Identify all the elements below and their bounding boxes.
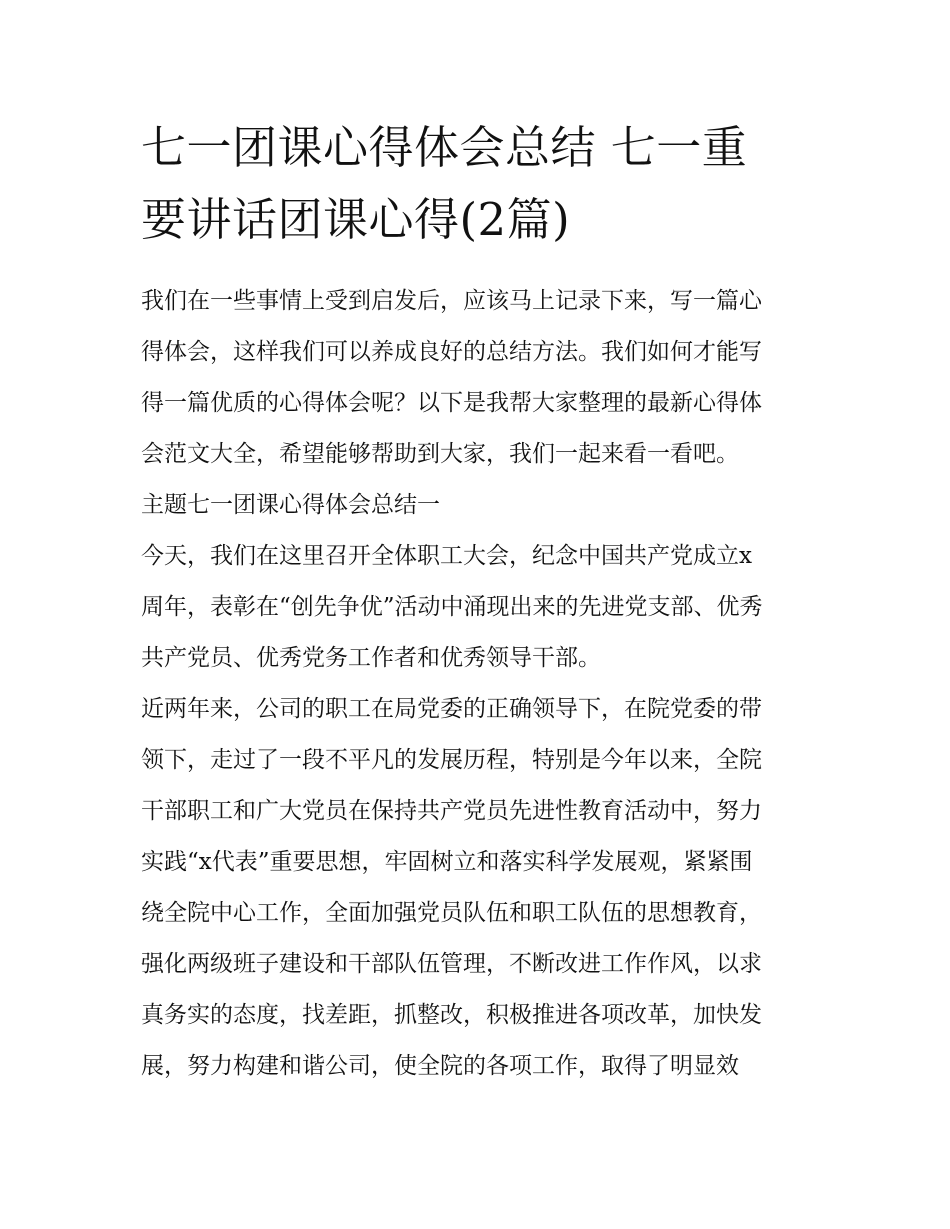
text-line: 实践“x代表”重要思想，牢固树立和落实科学发展观，紧紧围 <box>141 849 753 875</box>
text-line: 领下，走过了一段不平凡的发展历程，特别是今年以来，全院 <box>141 747 762 773</box>
document-title <box>141 112 813 256</box>
document-body <box>141 112 813 1092</box>
title-line: 要讲话团课心得(2篇) <box>141 193 571 246</box>
text-line: 干部职工和广大党员在保持共产党员先进性教育活动中，努力 <box>141 798 762 824</box>
text-line: 真务实的态度，找差距，抓整改，积极推进各项改革，加快发 <box>141 1002 762 1028</box>
text-line: 周年，表彰在“创先争优”活动中涌现出来的先进党支部、优秀 <box>141 594 763 620</box>
body-paragraph-1 <box>141 531 813 684</box>
text-line: 展，努力构建和谐公司，使全院的各项工作，取得了明显效 <box>141 1053 739 1079</box>
text-line: 共产党员、优秀党务工作者和优秀领导干部。 <box>141 645 601 671</box>
text-line: 近两年来，公司的职工在局党委的正确领导下，在院党委的带 <box>141 696 762 722</box>
text-line: 得一篇优质的心得体会呢？以下是我帮大家整理的最新心得体 <box>141 390 762 416</box>
text-line: 我们在一些事情上受到启发后，应该马上记录下来，写一篇心 <box>141 288 762 314</box>
intro-paragraph <box>141 276 813 480</box>
text-line: 会范文大全，希望能够帮助到大家，我们一起来看一看吧。 <box>141 441 739 467</box>
text-line: 今天，我们在这里召开全体职工大会，纪念中国共产党成立x <box>141 543 752 569</box>
text-line: 绕全院中心工作，全面加强党员队伍和职工队伍的思想教育， <box>141 900 762 926</box>
body-paragraph-2 <box>141 684 813 1092</box>
section-heading <box>141 480 813 531</box>
text-line: 强化两级班子建设和干部队伍管理，不断改进工作作风，以求 <box>141 951 762 977</box>
text-line: 主题七一团课心得体会总结一 <box>141 492 440 518</box>
title-line: 七一团课心得体会总结 七一重 <box>141 121 748 174</box>
text-line: 得体会，这样我们可以养成良好的总结方法。我们如何才能写 <box>141 339 762 365</box>
